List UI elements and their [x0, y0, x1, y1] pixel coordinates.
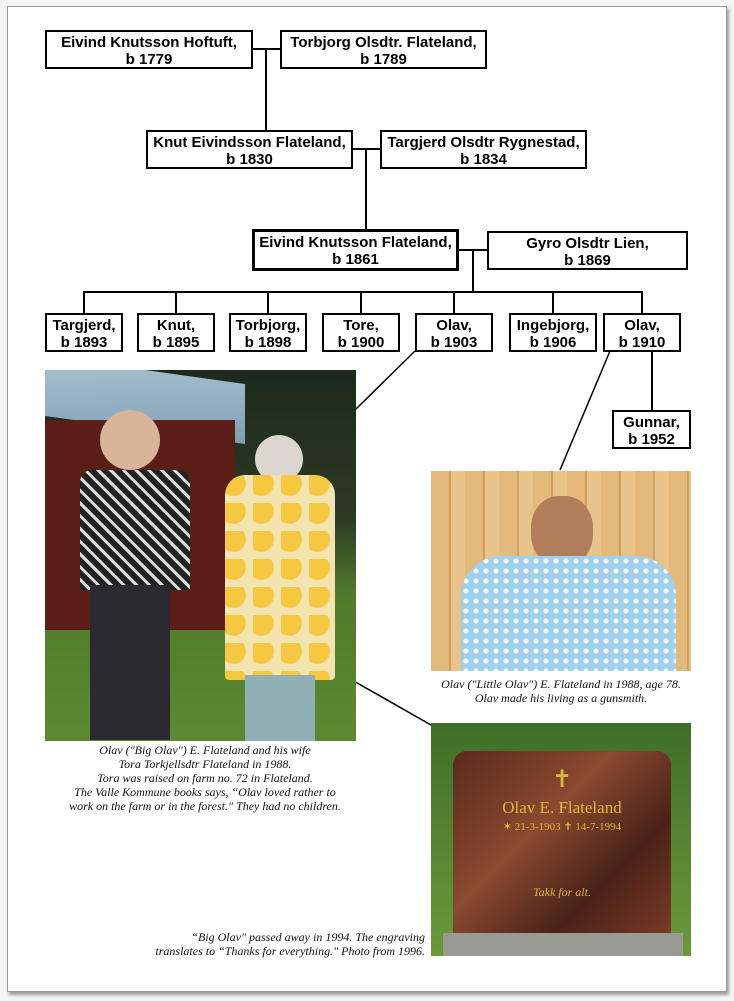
person-name: Eivind Knutsson Hoftuft,	[61, 34, 237, 51]
person-birth: b 1779	[125, 51, 173, 68]
child-box	[509, 313, 597, 352]
person-birth: b 1906	[529, 334, 577, 351]
person-name: Knut,	[156, 317, 196, 334]
person-box-focus	[252, 229, 459, 271]
person-birth: b 1910	[618, 334, 666, 351]
person-name: Torbjorg Olsdtr. Flateland,	[290, 34, 477, 51]
person-box	[380, 130, 587, 169]
gravestone-epitaph: Takk for alt.	[533, 885, 591, 899]
person-name: Gyro Olsdtr Lien,	[526, 235, 649, 252]
person-name: Olav,	[624, 317, 660, 334]
person-birth: b 1789	[360, 51, 407, 68]
person-birth: b 1869	[564, 252, 611, 269]
grandchild-box	[612, 410, 691, 449]
person-box	[45, 30, 253, 69]
person-name: Targjerd,	[52, 317, 116, 334]
person-box	[487, 231, 688, 270]
person-birth: b 1861	[332, 251, 379, 268]
caption-gravestone	[130, 930, 425, 958]
person-birth: b 1834	[460, 151, 507, 168]
person-name: Ingebjorg,	[516, 317, 590, 334]
child-box	[45, 313, 123, 352]
child-box	[137, 313, 215, 352]
person-box	[146, 130, 353, 169]
photo-little-olav	[431, 471, 691, 671]
caption-big-olav	[40, 743, 370, 813]
child-box	[229, 313, 307, 352]
caption-little-olav	[425, 677, 697, 705]
person-name: Knut Eivindsson Flateland,	[153, 134, 346, 151]
caption-line: Olav ("Big Olav") E. Flateland and his wife	[99, 743, 311, 757]
person-birth: b 1952	[628, 431, 675, 448]
photo-big-olav-and-tora	[45, 370, 356, 741]
person-birth: b 1895	[152, 334, 200, 351]
person-name: Targjerd Olsdtr Rygnestad,	[387, 134, 580, 151]
child-box	[603, 313, 681, 352]
cross-icon: ✝	[551, 767, 573, 793]
photo-gravestone	[431, 723, 691, 956]
person-birth: b 1900	[337, 334, 385, 351]
caption-line: Tora Torkjellsdtr Flateland in 1988.	[118, 757, 292, 771]
person-name: Tore,	[343, 317, 379, 334]
caption-line: translates to “Thanks for everything." Photo from 1996.	[155, 944, 425, 958]
person-name: Olav,	[436, 317, 472, 334]
caption-line: Tora was raised on farm no. 72 in Flateland.	[97, 771, 313, 785]
person-name: Torbjorg,	[235, 317, 301, 334]
caption-line: Olav ("Little Olav") E. Flateland in 1988, age 78.	[441, 677, 681, 691]
caption-line: The Valle Kommune books says, “Olav loved rather to	[74, 785, 336, 799]
gravestone-name: Olav E. Flateland	[502, 798, 622, 817]
child-box	[415, 313, 493, 352]
gravestone-dates: ✶ 21-3-1903 ✝ 14-7-1994	[502, 821, 622, 833]
person-name: Eivind Knutsson Flateland,	[259, 234, 452, 251]
caption-line: Olav made his living as a gunsmith.	[474, 691, 648, 705]
person-birth: b 1830	[226, 151, 273, 168]
person-birth: b 1903	[430, 334, 478, 351]
child-box	[322, 313, 400, 352]
person-box	[280, 30, 487, 69]
person-name: Gunnar,	[623, 414, 680, 431]
person-birth: b 1893	[60, 334, 108, 351]
caption-line: “Big Olav" passed away in 1994. The engraving	[191, 930, 425, 944]
caption-line: work on the farm or in the forest." They had no children.	[69, 799, 341, 813]
person-birth: b 1898	[244, 334, 292, 351]
